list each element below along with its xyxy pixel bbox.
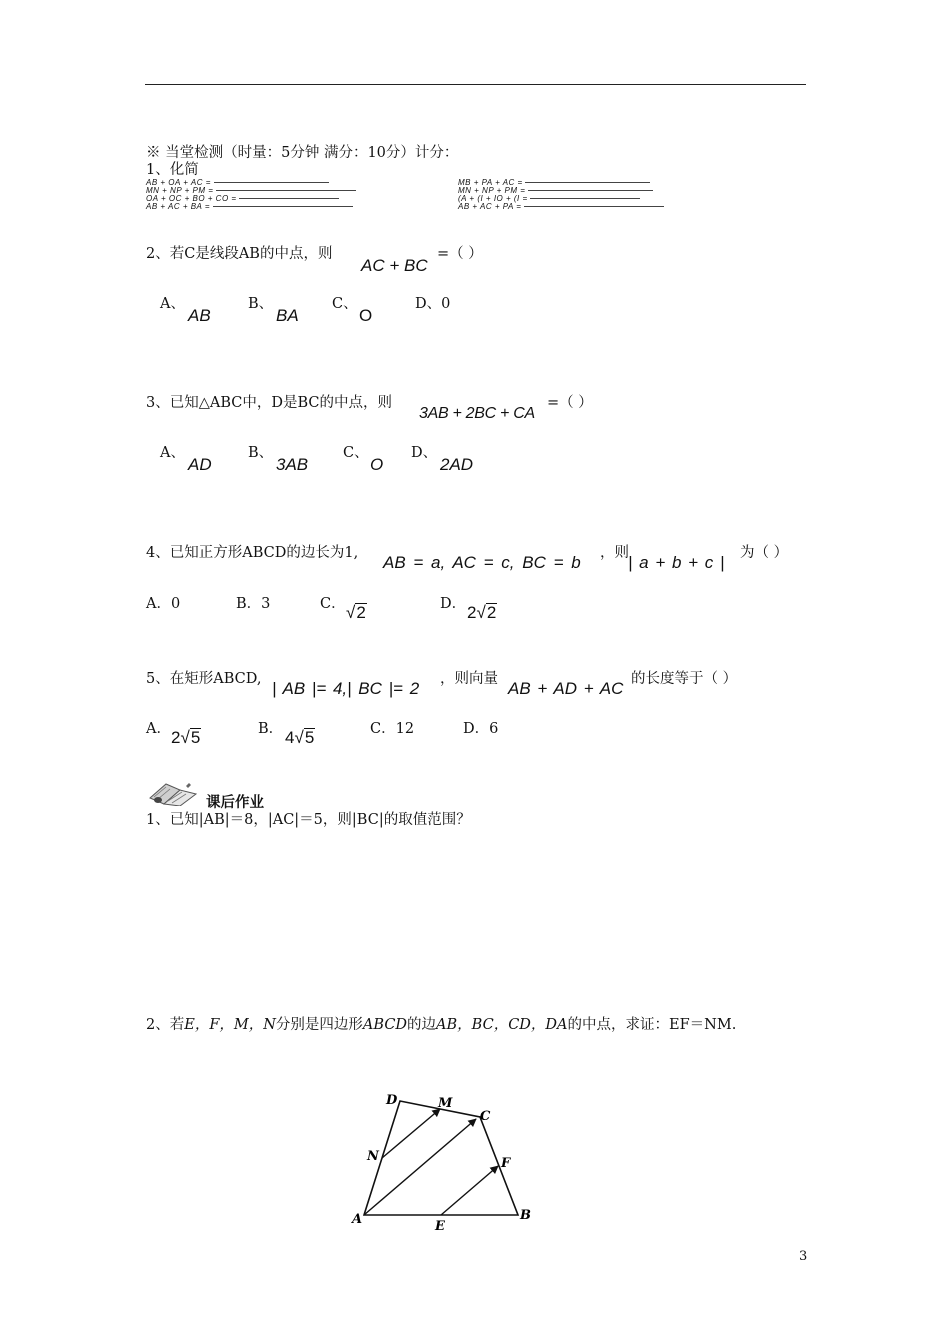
- q5-option-d: D．6: [463, 721, 499, 737]
- q2-option-c-label: C、: [332, 296, 358, 312]
- q3-option-a-value: AD: [188, 455, 212, 474]
- q1-left-item-3: OA + OC + BO + CO =: [146, 194, 339, 203]
- q5-option-b-label: B．: [258, 721, 284, 737]
- page-number: 3: [799, 1249, 808, 1264]
- q2-option-a-label: A、: [160, 296, 185, 312]
- quadrilateral-figure: [340, 1085, 540, 1235]
- homework-q2: 2、若E，F，M，N分别是四边形ABCD的边AB，BC，CD，DA的中点，求证：EF＝NM.: [146, 1017, 737, 1033]
- q4-option-b: B．3: [236, 596, 271, 612]
- q2-option-b-value: BA: [276, 306, 299, 325]
- point-e: E: [435, 1219, 445, 1234]
- point-f: F: [501, 1156, 511, 1171]
- q1-left-item-1: AB + OA + AC =: [146, 178, 329, 187]
- q3-stem: 3、已知△ABC中，D是BC的中点，则: [146, 395, 393, 411]
- q5-mid: ，则向量: [440, 671, 498, 687]
- q2-expression: AC + BC: [361, 256, 428, 275]
- q5-expression: | AB |= 4,| BC |= 2: [272, 679, 420, 698]
- header-rule: [145, 84, 806, 85]
- q2-option-c-value: O: [359, 306, 373, 325]
- q1-right-item-4: AB + AC + PA =: [458, 202, 664, 211]
- q5-option-a-label: A．: [146, 721, 171, 737]
- q1-right-item-1: MB + PA + AC =: [458, 178, 650, 187]
- q4-expression: AB = a, AC = c, BC = b: [383, 553, 581, 572]
- q3-option-b-label: B、: [248, 445, 274, 461]
- q4-option-c-label: C．: [320, 596, 346, 612]
- q3-expression: 3AB + 2BC + CA: [419, 405, 535, 422]
- q2-stem: 2、若C是线段AB的中点，则: [146, 246, 333, 262]
- q4-option-a: A．0: [146, 596, 181, 612]
- q2-option-a-value: AB: [188, 306, 211, 325]
- q4-expression-2: | a + b + c |: [628, 553, 725, 572]
- q1-label: 1、化简: [146, 162, 199, 178]
- book-icon: [146, 780, 204, 806]
- q5-expression-2: AB + AD + AC: [508, 679, 624, 698]
- section-title: ※ 当堂检测（时量：5分钟 满分：10分）计分：: [146, 145, 459, 161]
- q5-option-a-value: 2√5: [171, 728, 201, 747]
- point-m: M: [438, 1096, 453, 1111]
- q1-left-item-4: AB + AC + BA =: [146, 202, 353, 211]
- q2-tail: =（ ）: [437, 246, 483, 262]
- q3-option-c-label: C、: [343, 445, 369, 461]
- q2-option-b-label: B、: [248, 296, 274, 312]
- q5-stem: 5、在矩形ABCD,: [146, 671, 262, 687]
- point-c: C: [480, 1109, 491, 1124]
- vector-nm: [382, 1109, 440, 1158]
- point-a: A: [352, 1212, 363, 1227]
- q4-option-d-label: D．: [440, 596, 467, 612]
- q4-option-d-value: 2√2: [467, 603, 497, 622]
- q4-option-c-value: √2: [346, 603, 366, 622]
- q3-option-d-value: 2AD: [440, 455, 474, 474]
- point-d: D: [386, 1093, 398, 1108]
- q1-right-item-3: (A + (I + IO + (I =: [458, 194, 640, 203]
- homework-title: 课后作业: [206, 795, 264, 811]
- q4-tail: 为（ ）: [740, 545, 789, 561]
- q1-left-item-2: MN + NP + PM =: [146, 186, 356, 195]
- q5-option-c: C．12: [370, 721, 415, 737]
- vector-ac: [364, 1119, 476, 1215]
- point-b: B: [520, 1208, 531, 1223]
- q5-option-b-value: 4√5: [285, 728, 315, 747]
- q3-option-b-value: 3AB: [276, 455, 309, 474]
- q5-tail: 的长度等于（ ）: [631, 671, 738, 687]
- quad-outline: [364, 1101, 518, 1215]
- q3-option-d-label: D、: [411, 445, 438, 461]
- q3-option-c-value: O: [370, 455, 384, 474]
- vector-ef: [441, 1166, 498, 1215]
- q2-option-d-label: D、0: [415, 296, 451, 312]
- q1-right-item-2: MN + NP + PM =: [458, 186, 653, 195]
- q4-stem: 4、已知正方形ABCD的边长为1,: [146, 545, 359, 561]
- q4-mid: ，则: [600, 545, 629, 561]
- q3-option-a-label: A、: [160, 445, 185, 461]
- q3-tail: =（ ）: [547, 395, 593, 411]
- homework-q1: 1、已知|AB|＝8，|AC|＝5，则|BC|的取值范围？: [146, 812, 471, 828]
- point-n: N: [367, 1149, 379, 1164]
